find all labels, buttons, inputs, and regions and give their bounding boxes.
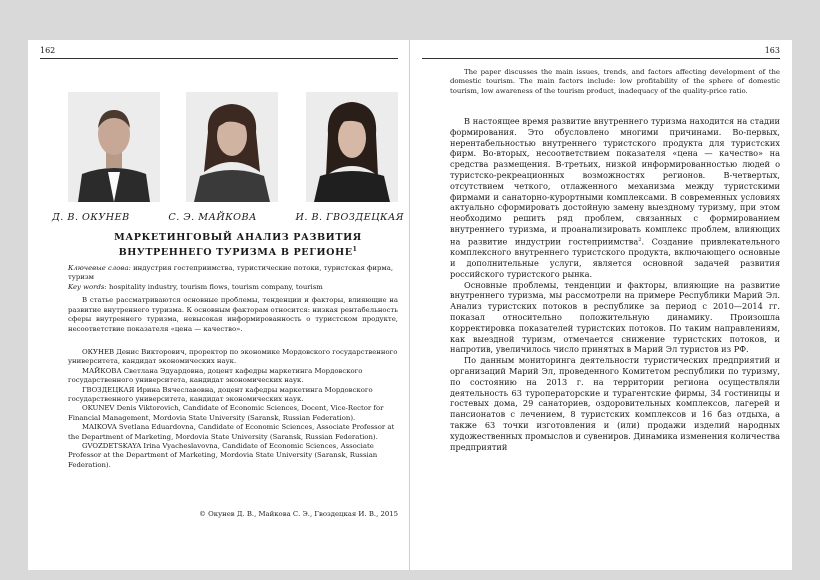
body-paragraph-1-text: В настоящее время развитие внутреннего туризма находится на стадии формирования. Это обусловлено многими причинами. Во-первых, нерентабельностью внутреннего туристского продукта для туристских фирм. Во-вторых, несоответствием показателя «цена — качество» на средства размещения. В-третьих, низкой информированностью людей о туристско-рекреационных возможностях регионов. В-четвертых, отсутствием четкого, отлаженного механизма между туристскими фирмами и санаторно-курортными комплексами. В современных условиях актуально сформировать достойную замену выездному туризму, при этом необходимо решить ряд проблем, связанных с формированием внутреннего туризма, и проанализировать комплекс проблем, влияющих на развитие индустрии гостеприимства [450,116,780,247]
copyright-line: © Окунев Д. В., Майкова С. Э., Гвоздецкая И. В., 2015 [199,510,398,518]
author-photo-okunev [68,92,160,202]
author-info-item: МАЙКОВА Светлана Эдуардовна, доцент кафедры маркетинга Мордовского государственного университета, кандидат экономических наук. [68,366,363,385]
keywords-en-text: hospitality industry, tourism flows, tourism company, tourism [108,283,323,291]
keywords-en-label: Key words: [68,283,107,291]
keywords-en [68,283,398,292]
article-title [88,232,388,259]
title-line-2: ВНУТРЕННЕГО ТУРИЗМА В РЕГИОНЕ [118,247,353,259]
page-number-left: 162 [40,46,56,55]
author-info-item: OKUNEV Denis Viktorovich, Candidate of Economic Sciences, Docent, Vice-Rector for Financial Management, Mordovia State University (Saransk, Russian Federation). [68,404,384,422]
author-info-block [68,348,398,470]
left-page [28,40,410,570]
body-paragraph-2: Основные проблемы, тенденции и факторы, влияющие на развитие внутреннего туризма, мы рассмотрели на примере Республики Марий Эл. Анализ туристских потоков в республике за период с 2010—2014 гг. показал относительно положительную динамику. Произошла корректировка показателей туристских потоков. По таким направлениям, как выездной туризм, отмечается снижение туристских потоков, и напротив, увеличилось число принятых в Марий Эл туристов из РФ. [450,279,780,355]
body-paragraph-3: По данным мониторинга деятельности туристических предприятий и организаций Марий Эл, проведенного Комитетом республики по туризму, по состоянию на 2013 г. на территории региона осуществляли деятельность 63 туроператорские и турагентские фирмы, 34 гостиницы и гостевых дома, 29 санаториев, оздоровительных комплексов, лагерей и пансионатов с лечением, 8 туристских комплексов и 16 баз отдыха, а также 63 точки изготовления и (или) продажи изделий народных художественных промыслов и сувениров. Динамика изменения количества предприятий [450,355,780,452]
abstract-en: The paper discusses the main issues, trends, and factors affecting development of the domestic tourism. The main factors include: low profitability of the sphere of domestic tourism, low awareness of the tourism product, inadequacy of the quality-price ratio. [450,68,780,95]
author-photo-gvozdetskaya [306,92,398,202]
body-paragraph-1-tail: . Создание привлекательного комплексного внутреннего туристского продукта, включающего основные и дополнительные услуги, является основной задачей развития российского туристского рынка. [450,236,780,279]
header-rule-right [422,58,780,59]
author-photo-maikova [186,92,278,202]
page-number-right: 163 [764,46,780,55]
author-info-item: GVOZDETSKAYA Irina Vyacheslavovna, Candidate of Economic Sciences, Associate Professor at the Department of Marketing, Mordovia State University (Saransk, Russian Federation). [68,442,378,469]
keywords-ru-label: Ключевые слова: [68,264,131,272]
title-line-1: МАРКЕТИНГОВЫЙ АНАЛИЗ РАЗВИТИЯ [114,232,362,243]
title-footnote-mark: 1 [352,246,358,253]
abstract-ru: В статье рассматриваются основные проблемы, тенденции и факторы, влияющие на развитие внутреннего туризма. К основным факторам относится: низкая рентабельность сферы внутреннего туризма, невысокая информированность о туристском продукте, несоответствие показателя «цена — качество». [68,296,398,333]
right-page [410,40,792,570]
author-info-item: MAIKOVA Svetlana Eduardovna, Candidate of Economic Sciences, Associate Professor at the Department of Marketing, Mordovia State University (Saransk, Russian Federation). [68,423,395,441]
keywords-ru [68,264,398,282]
article-body [450,116,780,452]
author-name-3: И. В. ГВОЗДЕЦКАЯ [295,212,404,223]
author-name-1: Д. В. ОКУНЕВ [52,212,130,223]
author-names [52,212,404,223]
author-name-2: С. Э. МАЙКОВА [168,212,257,223]
body-paragraph-1 [450,116,780,280]
author-info-item: ГВОЗДЕЦКАЯ Ирина Вячеславовна, доцент кафедры маркетинга Мордовского государственного университета, кандидат экономических наук. [68,385,373,404]
author-info-item: ОКУНЕВ Денис Викторович, проректор по экономике Мордовского государственного университета, кандидат экономических наук. [68,348,398,366]
footnote-mark-2: 2 [638,236,642,243]
keywords-ru-text: индустрия гостеприимства, туристические потоки, туристская фирма, туризм [68,264,394,282]
header-rule-left [40,58,398,59]
